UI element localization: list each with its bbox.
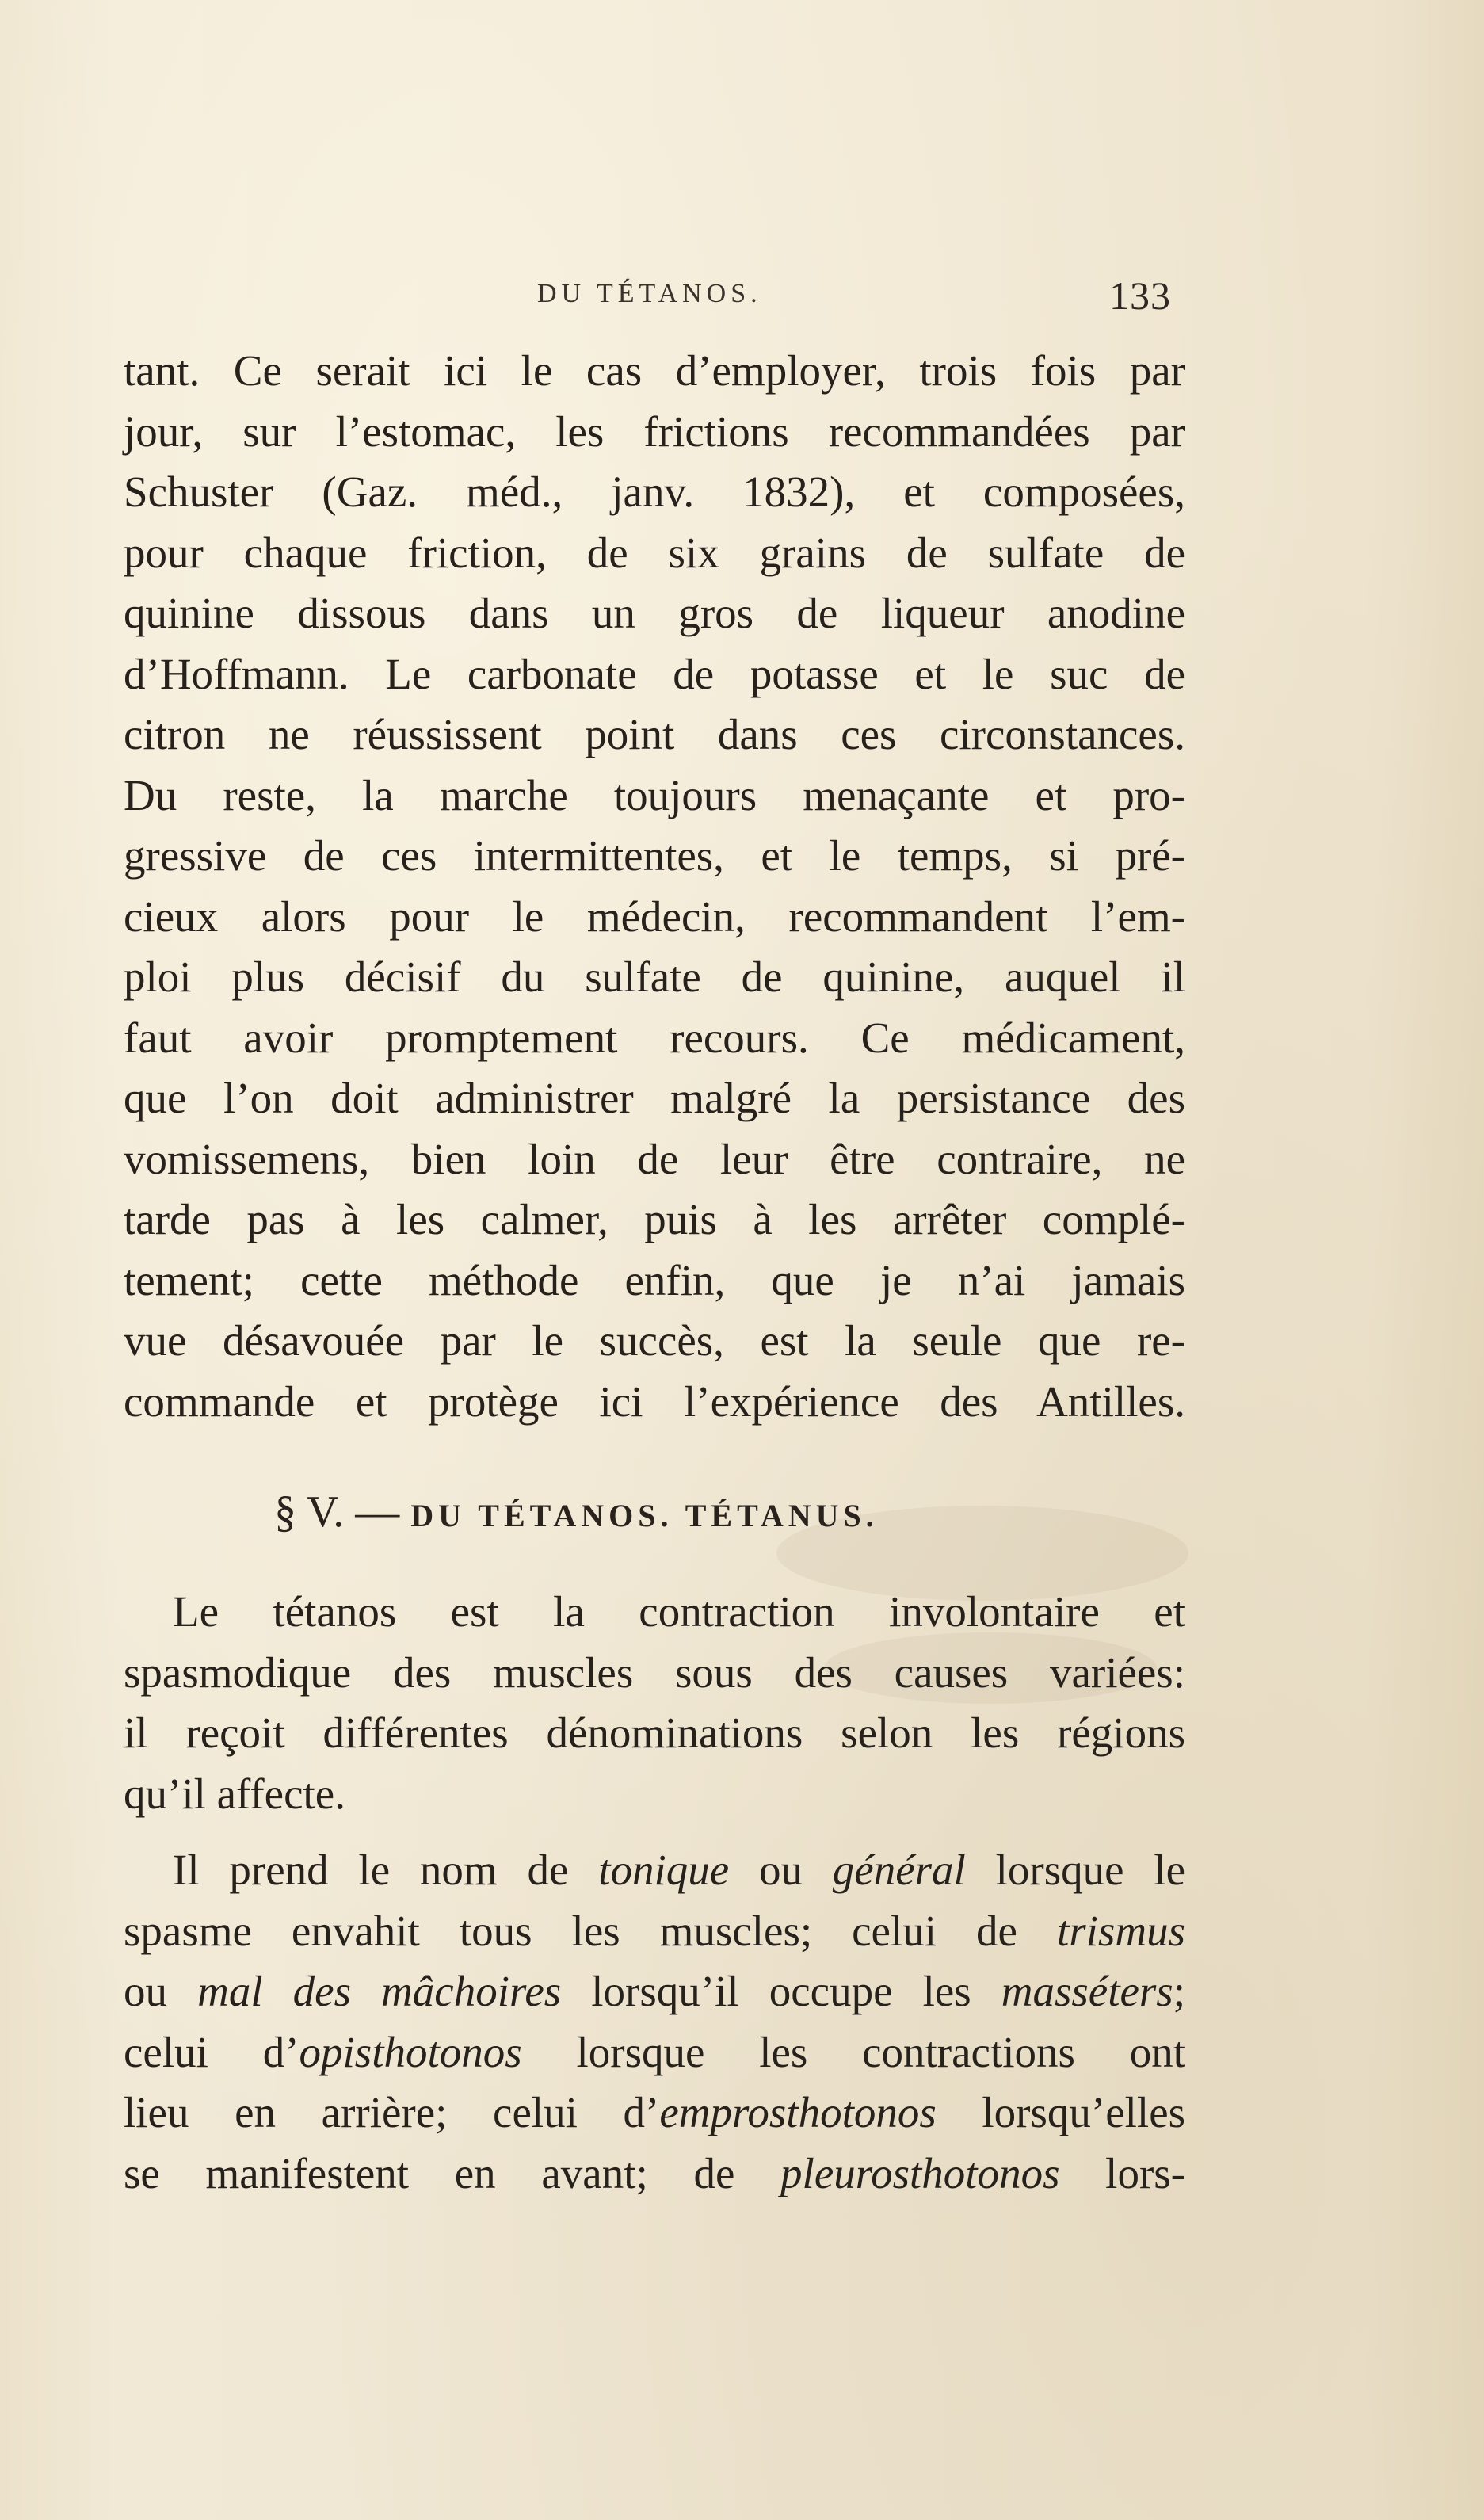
text-line: que l’on doit administrer malgré la persistance des [124, 1074, 1185, 1122]
text-run: Il prend le nom de [173, 1846, 599, 1894]
running-title: DU TÉTANOS. [537, 279, 762, 308]
text-line: gressive de ces intermittentes, et le temps, si pré- [124, 831, 1185, 880]
text-line: ploi plus décisif du sulfate de quinine, auquel il [124, 953, 1185, 1001]
text-run: lorsque les contractions ont [521, 2027, 1185, 2076]
text-line: Schuster (Gaz. méd., janv. 1832), et composées, [124, 468, 1185, 516]
text-line [124, 2083, 1185, 2144]
running-head [0, 273, 1484, 326]
text-run: lorsqu’elles [936, 2088, 1186, 2136]
page-number: 133 [1109, 273, 1171, 318]
italic-term: tonique [598, 1846, 730, 1894]
text-line: commande et protège ici l’expérience des Antilles. [124, 1376, 1185, 1426]
section-heading [274, 1487, 1066, 1537]
text-line: vue désavouée par le succès, est la seule que re- [124, 1316, 1185, 1365]
text-line: citron ne réussissent point dans ces circonstances. [124, 710, 1185, 758]
text-line [124, 2144, 1185, 2205]
text-run: se manifestent en avant; de [124, 2148, 781, 2197]
italic-term: opisthotonos [299, 2027, 522, 2076]
text-run: lorsqu’il occupe les [561, 1967, 1001, 2015]
text-line: spasmodique des muscles sous des causes variées: [124, 1648, 1185, 1697]
section-title: DU TÉTANOS. TÉTANUS. [410, 1498, 879, 1533]
text-run: lorsque le [965, 1846, 1185, 1894]
text-line: qu’il affecte. [124, 1769, 345, 1818]
text-run: ou [124, 1967, 198, 2015]
text-line: il reçoit différentes dénominations selon les régions [124, 1709, 1185, 1757]
text-line [124, 2022, 1185, 2083]
text-line: cieux alors pour le médecin, recommandent l’em- [124, 892, 1185, 941]
text-line: tement; cette méthode enfin, que je n’ai jamais [124, 1255, 1185, 1304]
italic-term: mal des mâchoires [197, 1967, 562, 2015]
text-line: vomissemens, bien loin de leur être contraire, ne [124, 1134, 1185, 1183]
text-run: spasme envahit tous les muscles; celui de [124, 1906, 1057, 1955]
text-line [124, 1840, 1185, 1901]
text-line: Du reste, la marche toujours menaçante et pro- [124, 770, 1185, 819]
paragraph-gap [124, 1824, 1185, 1840]
text-line: tarde pas à les calmer, puis à les arrêter complé- [124, 1195, 1185, 1243]
paragraph-continuation [124, 341, 1185, 1432]
text-line [124, 1961, 1185, 2022]
text-line: pour chaque friction, de six grains de sulfate de [124, 528, 1185, 577]
italic-term: trismus [1057, 1906, 1185, 1955]
text-line: quinine dissous dans un gros de liqueur anodine [124, 589, 1185, 637]
text-run: lors- [1059, 2148, 1185, 2197]
text-run: celui d’ [124, 2027, 299, 2076]
text-line: Le tétanos est la contraction involontaire et [173, 1587, 1185, 1636]
text-run: lieu en arrière; celui d’ [124, 2088, 660, 2136]
text-line: faut avoir promptement recours. Ce médicament, [124, 1013, 1185, 1062]
section-body [124, 1582, 1185, 2204]
text-line: tant. Ce serait ici le cas d’employer, trois fois par [124, 346, 1185, 395]
italic-term: emprosthotonos [659, 2088, 937, 2136]
text-run: ; [1173, 1967, 1185, 2015]
italic-term: pleurosthotonos [780, 2148, 1060, 2197]
text-line [124, 1901, 1185, 1962]
section-mark: § V. — [274, 1487, 400, 1537]
text-run: ou [729, 1846, 833, 1894]
text-line: d’Hoffmann. Le carbonate de potasse et le suc de [124, 649, 1185, 698]
italic-term: masséters [1001, 1967, 1173, 2015]
italic-term: général [832, 1846, 966, 1894]
text-line: jour, sur l’estomac, les frictions recommandées par [124, 407, 1185, 456]
